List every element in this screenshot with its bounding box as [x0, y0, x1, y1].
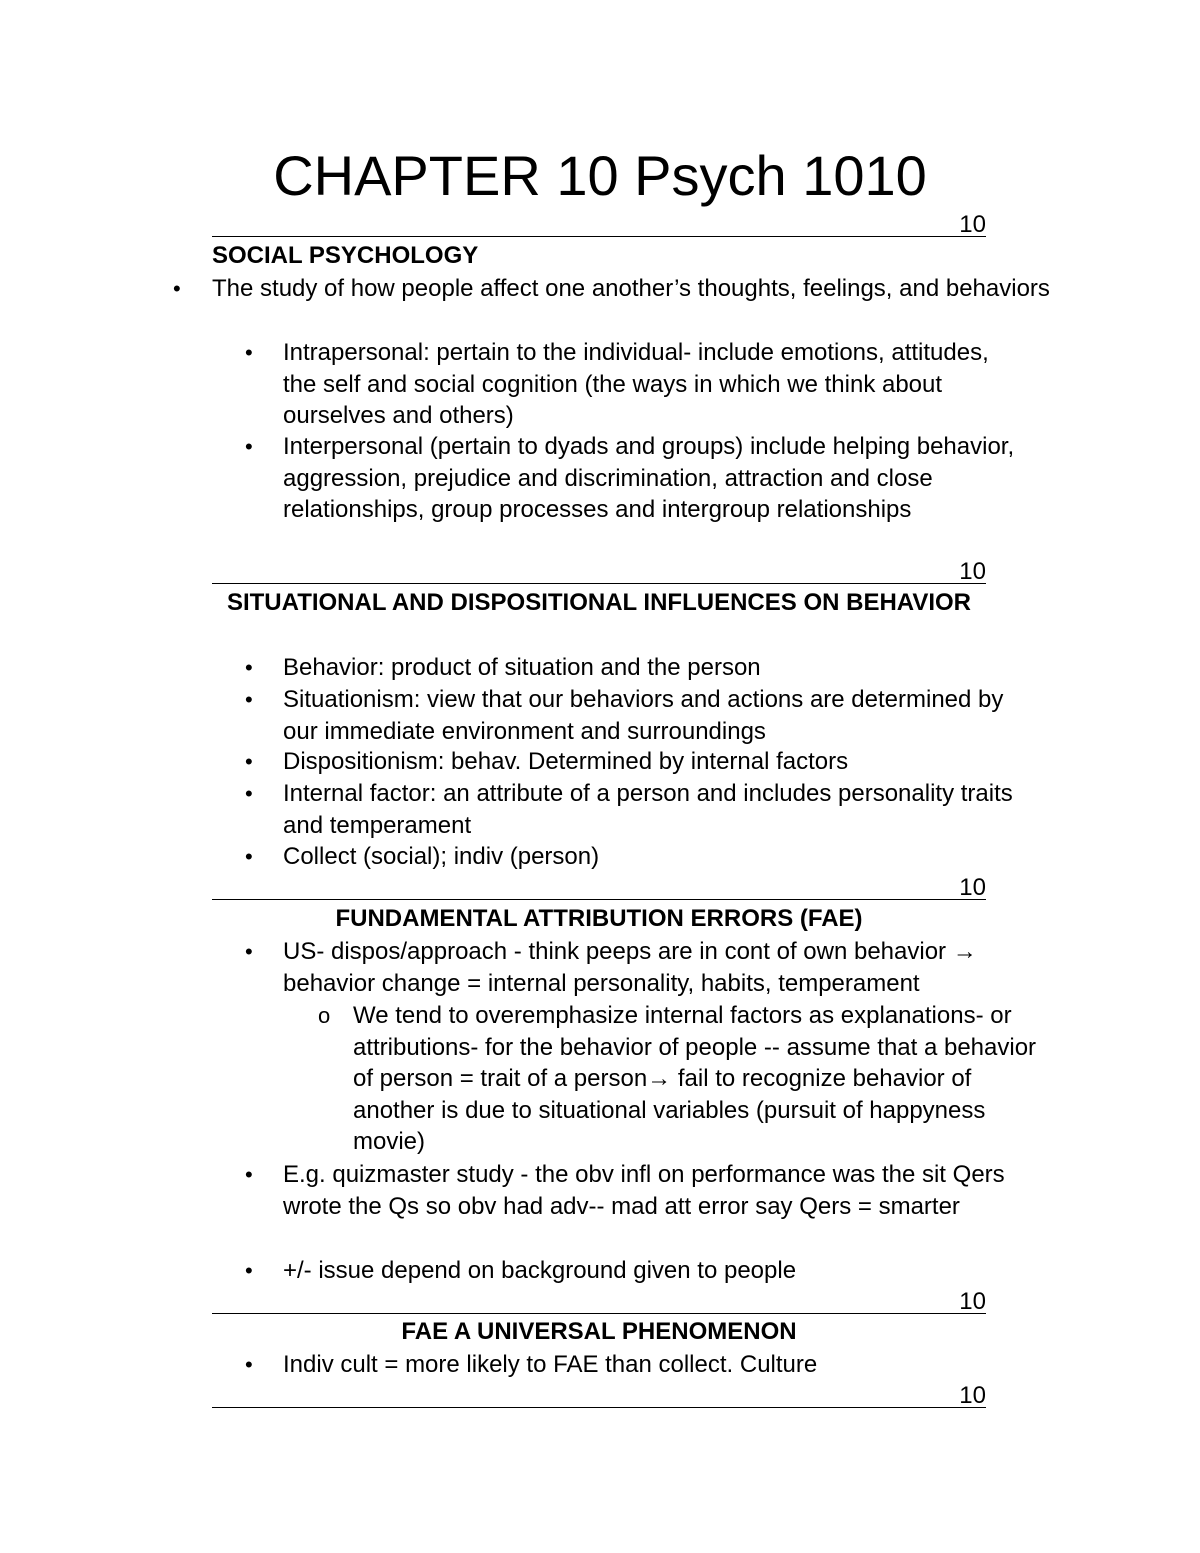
- list-item: We tend to overemphasize internal factors as explanations- or attributions- for the behavior of people -- assume that a behavior of person = trait of a person→ fail to recognize behavior of another is due to situational variables (pursuit of happyness movie): [353, 1002, 1037, 1155]
- list-item: E.g. quizmaster study - the obv infl on performance was the sit Qers wrote the Qs so obv had adv-- mad att error say Qers = smarter: [283, 1161, 1005, 1220]
- list-item: US- dispos/approach - think peeps are in cont of own behavior → behavior change = internal personality, habits, temperament: [283, 938, 977, 997]
- bullet-icon: •: [245, 1258, 253, 1283]
- section-heading: SOCIAL PSYCHOLOGY: [212, 242, 479, 269]
- bullet-icon: •: [245, 844, 253, 869]
- bullet-icon: •: [245, 1162, 253, 1187]
- page-title: CHAPTER 10 Psych 1010: [273, 144, 927, 207]
- list-item: Situationism: view that our behaviors and actions are determined by our immediate environment and surroundings: [283, 686, 1004, 745]
- bullet-icon: •: [245, 434, 253, 459]
- bullet-icon: •: [245, 749, 253, 774]
- section-heading: SITUATIONAL AND DISPOSITIONAL INFLUENCES ON BEHAVIOR: [226, 589, 972, 616]
- bullet-icon: •: [245, 939, 253, 964]
- list-item: +/- issue depend on background given to people: [283, 1257, 797, 1284]
- bullet-icon: •: [245, 1352, 253, 1377]
- bullet-icon: •: [245, 340, 253, 365]
- section-divider: [212, 899, 986, 900]
- slide-number: 10: [959, 211, 986, 238]
- bullet-icon: •: [245, 781, 253, 806]
- bullet-icon: •: [245, 687, 253, 712]
- list-item: Collect (social); indiv (person): [283, 843, 600, 870]
- section-divider: [212, 236, 986, 237]
- list-item: Internal factor: an attribute of a person and includes personality traits and temperament: [283, 780, 1013, 839]
- list-item: The study of how people affect one another’s thoughts, feelings, and behaviors: [212, 275, 1050, 302]
- section-divider: [212, 1313, 986, 1314]
- list-item: Interpersonal (pertain to dyads and groups) include helping behavior, aggression, prejudice and discrimination, attraction and close relationships, group processes and intergroup relationships: [283, 433, 1015, 523]
- slide-number: 10: [959, 1288, 986, 1315]
- section-divider: [212, 1407, 986, 1408]
- section-heading: FUNDAMENTAL ATTRIBUTION ERRORS (FAE): [335, 905, 863, 932]
- list-item: Behavior: product of situation and the person: [283, 654, 761, 681]
- sub-bullet-icon: o: [318, 1003, 331, 1028]
- slide-number: 10: [959, 874, 986, 901]
- list-item: Intrapersonal: pertain to the individual- include emotions, attitudes, the self and social cognition (the ways in which we think about ourselves and others): [283, 339, 989, 429]
- bullet-icon: •: [173, 276, 181, 301]
- bullet-icon: •: [245, 655, 253, 680]
- slide-number: 10: [959, 558, 986, 585]
- section-divider: [212, 583, 986, 584]
- list-item: Indiv cult = more likely to FAE than collect. Culture: [283, 1351, 818, 1378]
- slide-number: 10: [959, 1382, 986, 1409]
- list-item: Dispositionism: behav. Determined by internal factors: [283, 748, 849, 775]
- section-heading: FAE A UNIVERSAL PHENOMENON: [401, 1318, 797, 1345]
